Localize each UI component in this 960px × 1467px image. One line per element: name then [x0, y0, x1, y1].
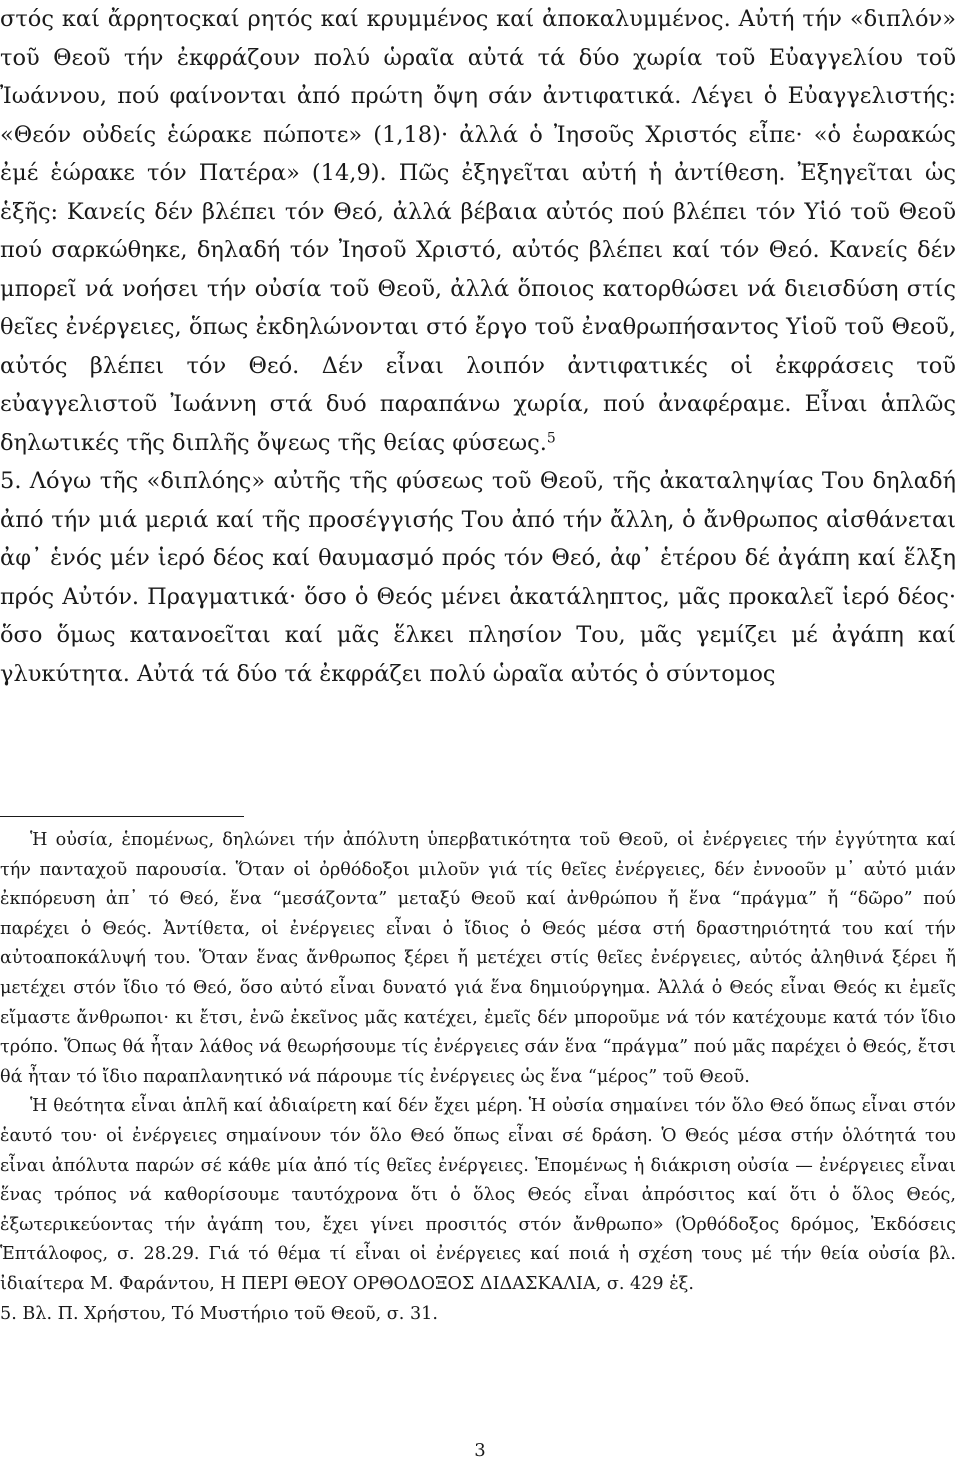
footnotes [0, 826, 956, 1329]
footnote-paragraph-2: Ἡ θεότητα εἶναι ἁπλῆ καί ἀδιαίρετη καί δέν ἔχει μέρη. Ἡ οὐσία σημαίνει τόν ὅλο Θεό ὅπως εἶναι στόν ἑαυτό του· οἱ ἐνέργειες σημαίνουν τόν ὅλο Θεό ὅπως εἶναι σέ δράση. Ὁ Θεός μέσα στήν ὁλότητά του εἶναι ἀπόλυτα παρών σέ κάθε μία ἀπό τίς θεῖες ἐνέργειες. Ἑπομένως ἡ διάκριση οὐσία — ἐνέργειες εἶναι ἕνας τρόπος νά καθορίσουμε ταυτόχρονα ὅτι ὁ ὅλος Θεός εἶναι ἀπρόσιτος καί ὅτι ὁ ὅλος Θεός, ἐξωτερικεύοντας τήν ἀγάπη του, ἔχει γίνει προσιτός στόν ἄνθρωπο» (Ὀρθόδοξος δρόμος, Ἐκδόσεις Ἑπτάλοφος, σ. 28.29. Γιά τό θέμα τί εἶναι οἱ ἐνέργειες καί ποιά ἡ σχέση τους μέ τήν θεία οὐσία βλ. ἰδιαίτερα Μ. Φαράντου, Η ΠΕΡΙ ΘΕΟΥ ΟΡΘΟΔΟΞΟΣ ΔΙΔΑΣΚΑΛΙΑ, σ. 429 ἑξ. [0, 1096, 956, 1294]
paragraph-1-text: στός καί ἄρρητοςκαί ρητός καί κρυμμένος καί ἀποκαλυμμένος. Αὐτή τήν «διπλόν» τοῦ Θεοῦ τήν ἐκφράζουν πολύ ὡραῖα αὐτά τά δύο χωρία τοῦ Εὐαγγελίου τοῦ Ἰωάννου, πού φαίνονται ἀπό πρώτη ὄψη σάν ἀντιφατικά. Λέγει ὁ Εὐαγγελιστής: «Θεόν οὐδείς ἑώρακε πώποτε» (1,18)· ἀλλά ὁ Ἰησοῦς Χριστός εἶπε· «ὁ ἑωρακώς ἐμέ ἑώρακε τόν Πατέρα» (14,9). Πῶς ἐξηγεῖται αὐτή ἡ ἀντίθεση. Ἐξηγεῖται ὡς ἑξῆς: Κανείς δέν βλέπει τόν Θεό, ἀλλά βέβαια αὐτός πού βλέπει τόν Υἱό τοῦ Θεοῦ πού σαρκώθηκε, δηλαδή τόν Ἰησοῦ Χριστό, αὐτός βλέπει καί τόν Θεό. Κανείς δέν μπορεῖ νά νοήσει τήν οὐσία τοῦ Θεοῦ, ἀλλά ὅποιος κατορθώσει νά διεισδύση στίς θεῖες ἐνέργειες, ὅπως ἐκδηλώνονται στό ἔργο τοῦ ἐναθρωπήσαντος Υἱοῦ τοῦ Θεοῦ, αὐτός βλέπει τόν Θεό. Δέν εἶναι λοιπόν ἀντιφατικές οἱ ἐκφράσεις τοῦ εὐαγγελιστοῦ Ἰωάννη στά δυό παραπάνω χωρία, πού ἀναφέραμε. Εἶναι ἁπλῶς δηλωτικές τῆς διπλῆς ὄψεως τῆς θείας φύσεως. [0, 6, 956, 456]
main-text [0, 0, 956, 693]
footnote-separator [0, 816, 244, 817]
paragraph-1 [0, 0, 956, 462]
footnote-paragraph-1: Ἡ οὐσία, ἑπομένως, δηλώνει τήν ἀπόλυτη ὑπερβατικότητα τοῦ Θεοῦ, οἱ ἐνέργειες τήν ἐγγύτητα καί τήν πανταχοῦ παρουσία. Ὅταν οἱ ὀρθόδοξοι μιλοῦν γιά τίς θεῖες ἐνέργειες, δέν ἐννοοῦν μ᾽ αὐτό μιάν ἐκπόρευση ἀπ᾽ τό Θεό, ἕνα “μεσάζοντα” μεταξύ Θεοῦ καί ἀνθρώπου ἤ ἕνα “πράγμα” ἤ “δῶρο” πού παρέχει ὁ Θεός. Ἀντίθετα, οἱ ἐνέργειες εἶναι ὁ ἴδιος ὁ Θεός μέσα στή δραστηριότητά του καί τήν αὐτοαποκάλυψή του. Ὅταν ἕνας ἄνθρωπος ξέρει ἤ μετέχει στίς θεῖες ἐνέργειες, αὐτός ἀληθινά ξέρει ἤ μετέχει στόν ἴδιο τό Θεό, ὅσο αὐτό εἶναι δυνατό γιά ἕνα δημιούργημα. Ἀλλά ὁ Θεός εἶναι Θεός κι ἐμεῖς εἴμαστε ἄνθρωποι· κι ἔτσι, ἐνῶ ἐκεῖνος μᾶς κατέχει, ἐμεῖς δέν μποροῦμε νά τόν κατέχουμε κατά τόν ἴδιο τρόπο. Ὅπως θά ἦταν λάθος νά θεωρήσουμε τίς ἐνέργειες σάν ἕνα “πράγμα” πού μᾶς παρέχει ὁ Θεός, ἔτσι θά ἦταν τό ἴδιο παραπλανητικό νά πάρουμε τίς ἐνέργειες ὡς ἕνα “μέρος” τοῦ Θεοῦ. [0, 830, 956, 1087]
page-number: 3 [474, 1440, 486, 1461]
footnote-5: 5. Βλ. Π. Χρήστου, Τό Μυστήριο τοῦ Θεοῦ, σ. 31. [0, 1303, 438, 1324]
footnote-marker: 5 [546, 429, 556, 446]
paragraph-2: 5. Λόγω τῆς «διπλόης» αὐτῆς τῆς φύσεως τοῦ Θεοῦ, τῆς ἀκαταληψίας Του δηλαδή ἀπό τήν μιά μεριά καί τῆς προσέγγισής Του ἀπό τήν ἄλλη, ὁ ἄνθρωπος αἰσθάνεται ἀφ᾽ ἑνός μέν ἱερό δέος καί θαυμασμό πρός τόν Θεό, ἀφ᾽ ἑτέρου δέ ἀγάπη καί ἕλξη πρός Αὐτόν. Πραγματικά· ὅσο ὁ Θεός μένει ἀκατάληπτος, μᾶς προκαλεῖ ἱερό δέος· ὅσο ὅμως κατανοεῖται καί μᾶς ἕλκει πλησίον Του, μᾶς γεμίζει μέ ἀγάπη καί γλυκύτητα. Αὐτά τά δύο τά ἐκφράζει πολύ ὡραῖα αὐτός ὁ σύντομος [0, 468, 956, 687]
